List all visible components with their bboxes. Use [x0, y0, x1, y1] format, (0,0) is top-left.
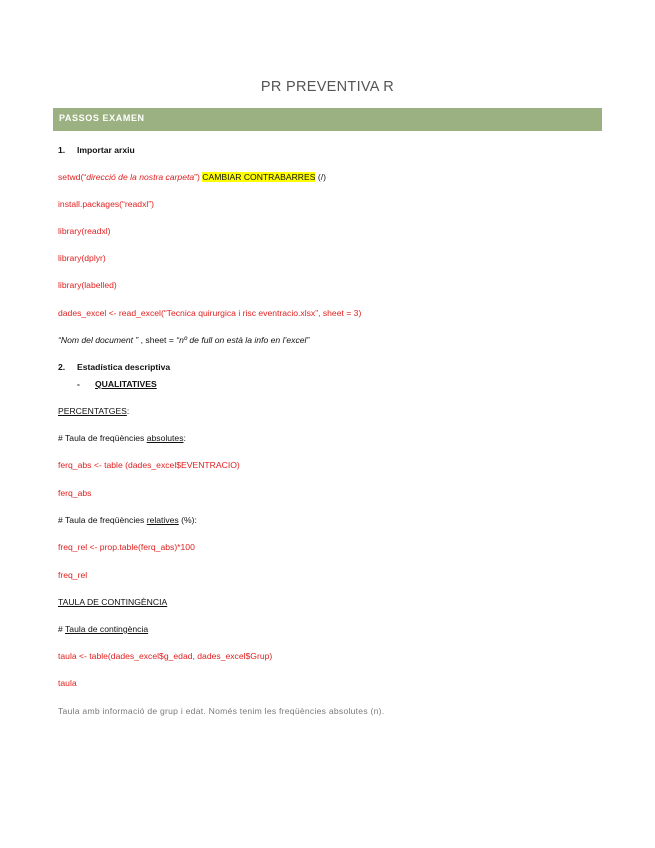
library-readxl-line: library(readxl): [58, 226, 111, 236]
subheading-dash: -: [77, 379, 80, 389]
contingency-note: Taula amb informació de grup i edat. Només tenim les freqüències absolutes (n).: [58, 706, 385, 716]
contingency-print: taula: [58, 678, 77, 688]
rel-freq-print: freq_rel: [58, 570, 88, 580]
rel-freq-code: freq_rel <- prop.table(ferq_abs)*100: [58, 542, 195, 552]
step-1-heading: [58, 145, 135, 156]
setwd-line: [58, 172, 326, 183]
rel-comment-underlined: relatives: [146, 515, 179, 525]
section-header-band: [53, 108, 602, 131]
abs-comment-text: # Taula de freqüències: [58, 433, 147, 443]
cont-comment-underlined: Taula de contingència: [65, 624, 149, 634]
note-sheet-value: “nº de full on està la info en l’excel”: [176, 335, 310, 345]
qualitatives-subheading: [77, 379, 157, 390]
install-packages-line: install.packages(“readxl”): [58, 199, 154, 209]
step-2-number: 2.: [58, 362, 66, 372]
setwd-code: setwd(“: [58, 172, 87, 182]
abs-freq-print: ferq_abs: [58, 488, 92, 498]
percentatges-colon: :: [126, 406, 130, 416]
section-header-label: PASSOS EXAMEN: [59, 113, 145, 123]
contingency-heading: TAULA DE CONTINGÈNCIA: [58, 597, 168, 607]
setwd-path: direcció de la nostra carpeta: [86, 172, 195, 182]
library-labelled-line: library(labelled): [58, 280, 117, 290]
percentatges-heading: [58, 406, 129, 417]
step-2-label: Estadística descriptiva: [77, 362, 171, 372]
read-excel-line: dades_excel <- read_excel(“Tecnica quirurgica i risc eventracio.xlsx”, sheet = 3): [58, 308, 362, 318]
read-excel-note: [58, 335, 309, 346]
abs-comment-colon: :: [183, 433, 186, 443]
subheading-label: QUALITATIVES: [95, 379, 157, 389]
library-dplyr-line: library(dplyr): [58, 253, 106, 263]
abs-freq-code: ferq_abs <- table (dades_excel$EVENTRACIO): [58, 460, 240, 470]
step-1-number: 1.: [58, 145, 66, 155]
rel-comment-suffix: (%):: [178, 515, 197, 525]
step-2-heading: [58, 362, 170, 373]
document-title: PR PREVENTIVA R: [260, 79, 395, 95]
cont-comment-hash: #: [58, 624, 66, 634]
rel-freq-comment: [58, 515, 197, 526]
abs-comment-underlined: absolutes: [146, 433, 184, 443]
abs-freq-comment: [58, 433, 186, 444]
setwd-symbol: (/): [317, 172, 326, 182]
setwd-close: ”): [194, 172, 200, 182]
step-1-label: Importar arxiu: [77, 145, 135, 155]
contingency-code: taula <- table(dades_excel$g_edad, dades_excel$Grup): [58, 651, 273, 661]
percentatges-label: PERCENTATGES: [58, 406, 127, 416]
note-document-name: “Nom del document ”: [58, 335, 139, 345]
note-sheet-label: , sheet =: [138, 335, 177, 345]
contingency-comment: [58, 624, 148, 635]
setwd-highlight-note: CAMBIAR CONTRABARRES: [202, 172, 316, 182]
rel-comment-text: # Taula de freqüències: [58, 515, 147, 525]
